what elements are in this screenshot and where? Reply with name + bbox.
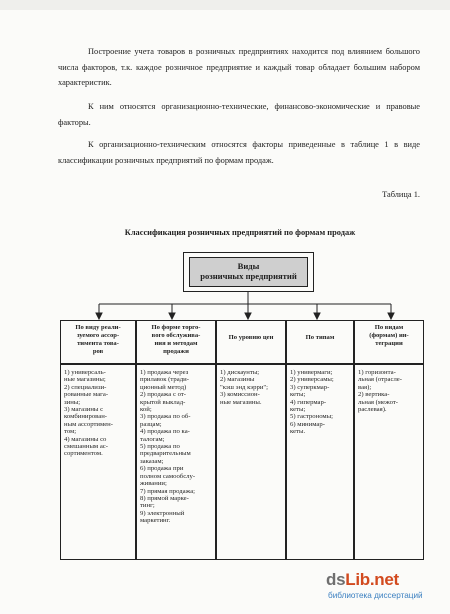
root-label-line-2: розничных предприятий	[200, 271, 297, 281]
list-item: 1) продажа через	[140, 369, 189, 376]
list-item: разцам;	[140, 420, 162, 428]
header-line: По уровню цен	[228, 334, 274, 341]
list-item: "кэш энд кэрри";	[220, 383, 268, 391]
table-caption: Таблица 1.	[382, 190, 420, 199]
list-item: 9) электронный	[140, 509, 185, 517]
list-item: 1) дискаунты;	[220, 369, 260, 376]
dslib-logo	[326, 570, 399, 590]
list-item: 2) вертика-	[358, 391, 390, 399]
list-item: раслевая).	[358, 406, 387, 414]
list-item: кой;	[140, 406, 152, 414]
list-item: 4) магазины со	[64, 435, 107, 443]
list-item: живании;	[140, 480, 167, 488]
list-item: 3) суперкмар-	[290, 383, 330, 391]
list-item: ные магазины;	[64, 376, 106, 384]
list-item: комбинирован-	[64, 413, 108, 421]
list-item: талогам;	[140, 435, 165, 443]
column-header-integration	[354, 320, 424, 364]
column-header-assortment	[60, 320, 136, 364]
list-item: 2) универсамы;	[290, 376, 334, 384]
list-item: смешанным ас-	[64, 443, 109, 451]
list-item: 3) комиссион-	[220, 391, 260, 399]
list-item: вая);	[358, 383, 372, 391]
list-item: 1) горизонта-	[358, 369, 396, 376]
list-item: кеты;	[290, 406, 306, 414]
header-line: тимента това-	[77, 340, 119, 347]
list-item: 5) гастрономы;	[290, 413, 333, 421]
dslib-watermark	[326, 570, 436, 604]
list-item: 8) прямой марке-	[140, 494, 189, 502]
list-item: рованные мага-	[64, 391, 109, 399]
list-item: 4) продажа по ка-	[140, 428, 190, 436]
list-item: полном самообслу-	[140, 472, 196, 480]
logo-main: Lib.net	[345, 570, 399, 589]
list-item: заказам;	[140, 457, 164, 465]
list-item: 6) минимар-	[290, 420, 325, 428]
list-item: 7) прямая продажа;	[140, 487, 196, 495]
list-item: 4) гипермар-	[290, 398, 327, 406]
header-line: продажи	[163, 348, 189, 355]
header-line: ров	[92, 348, 104, 355]
column-header-service	[136, 320, 216, 364]
column-body-assortment	[60, 364, 136, 560]
list-item: маркетинг.	[140, 517, 171, 525]
list-item: 1) универмаги;	[290, 369, 333, 376]
list-item: ционный метод)	[140, 383, 187, 391]
header-line: ния и методам	[154, 340, 198, 347]
list-item: 1) универсаль-	[64, 369, 106, 376]
header-line: По типам	[305, 334, 335, 341]
list-item: прилавок (тради-	[140, 376, 189, 384]
column-body-integration	[354, 364, 424, 560]
list-item: зины;	[64, 398, 81, 406]
column-header-price	[216, 320, 286, 364]
paragraph-2: К ним относятся организационно-технические, финансово-экономические и правовые факторы.	[58, 102, 420, 127]
list-item: 3) продажа по об-	[140, 413, 191, 421]
list-item: ным ассортимен-	[64, 420, 113, 428]
list-item: крытой выклад-	[140, 398, 186, 406]
watermark-subtitle: библиотека диссертаций	[328, 591, 423, 600]
header-line: По форме торго-	[151, 324, 201, 331]
list-item: льная (межот-	[358, 398, 398, 406]
list-item: 6) продажа при	[140, 465, 184, 473]
list-item: 5) продажа по	[140, 443, 180, 451]
header-line: По виду реали-	[75, 324, 121, 331]
column-body-price	[216, 364, 286, 560]
root-box	[183, 252, 314, 292]
root-label-line-1: Виды	[237, 261, 260, 271]
list-item: 3) магазины с	[64, 406, 104, 414]
column-body-types	[286, 364, 354, 560]
paragraph-1: Построение учета товаров в розничных предприятиях находится под влиянием большого числа факторов, т.к. каждое розничное предприятие и каждый товар обладает большим набором характеристик.	[58, 47, 420, 87]
header-line: вого обслужива-	[151, 332, 201, 339]
list-item: 2) специализи-	[64, 383, 107, 391]
list-item: тинг;	[140, 502, 155, 510]
list-item: предварительным	[140, 450, 191, 458]
list-item: 2) продажа с от-	[140, 391, 186, 399]
list-item: ные магазины.	[220, 398, 262, 406]
list-item: кеты.	[290, 428, 306, 436]
header-line: зуемого ассор-	[76, 332, 120, 339]
column-header-types	[286, 320, 354, 364]
list-item: льная (отрасле-	[358, 376, 402, 384]
header-line: По видам	[374, 324, 404, 331]
logo-prefix: ds	[326, 570, 346, 589]
list-item: кеты;	[290, 391, 306, 399]
list-item: том;	[64, 428, 77, 436]
header-line: теграции	[375, 340, 403, 347]
header-line: (формам) ин-	[369, 332, 409, 339]
diagram-title: Классификация розничных предприятий по формам продаж	[124, 228, 356, 237]
paragraph-3: К организационно-техническим относятся факторы приведенные в таблице 1 в виде классификации розничных предприятий по формам продаж.	[58, 140, 420, 165]
list-item: 2) магазины	[220, 376, 255, 384]
column-body-service	[136, 364, 216, 560]
list-item: сортиментом.	[64, 450, 103, 458]
